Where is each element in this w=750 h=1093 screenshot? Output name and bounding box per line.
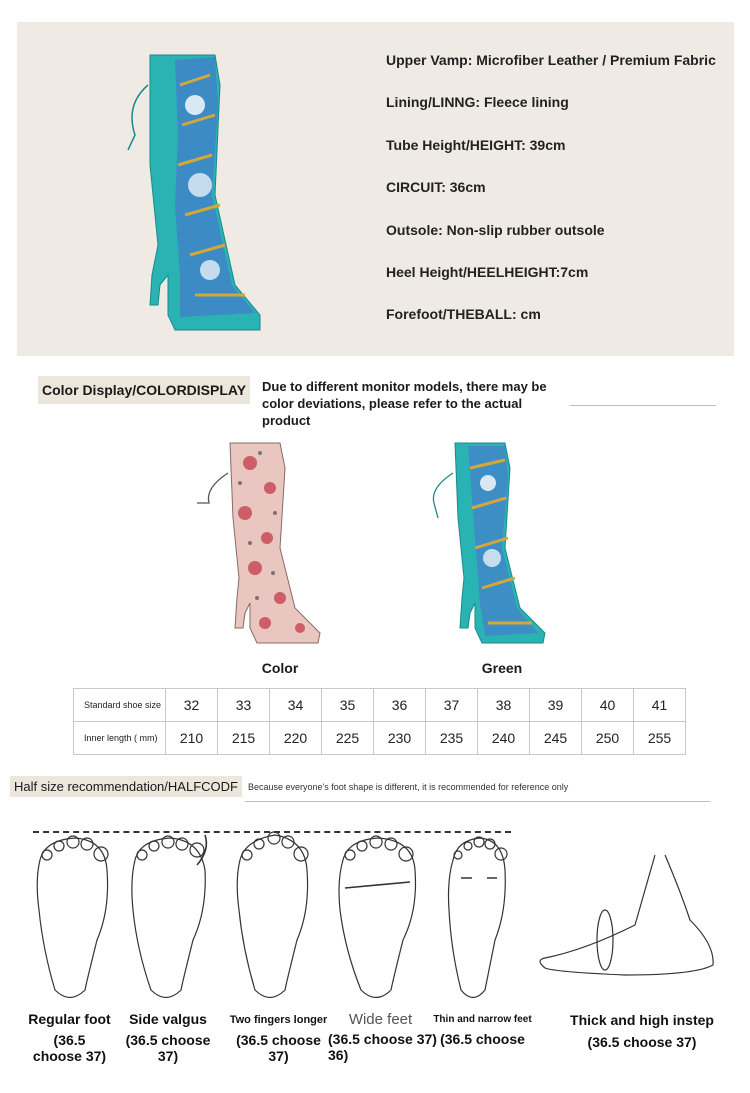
- teal-boot-image: [120, 45, 280, 345]
- foot-advice: (36.5 choose: [125, 1032, 211, 1048]
- size-cell: 36: [374, 689, 426, 722]
- size-cell: 39: [530, 689, 582, 722]
- length-cell: 235: [426, 722, 478, 755]
- foot-advice: choose 37): [32, 1048, 107, 1064]
- size-cell: 34: [270, 689, 322, 722]
- size-cell: 35: [322, 689, 374, 722]
- foot-advice: (36.5 choose 37): [328, 1031, 437, 1047]
- note-line-2: color deviations, please refer to the actual: [262, 396, 523, 411]
- half-size-label: Half size recommendation/HALFCODF: [10, 776, 242, 797]
- divider: [570, 405, 716, 406]
- size-cell: 38: [478, 689, 530, 722]
- length-cell: 225: [322, 722, 374, 755]
- foot-name: Wide feet: [348, 1011, 413, 1028]
- foot-label-regular: [22, 1011, 117, 1064]
- length-cell: 250: [582, 722, 634, 755]
- spec-lining: Lining/LINNG: Fleece lining: [386, 94, 569, 110]
- foot-label-side-valgus: [118, 1011, 218, 1064]
- length-cell: 255: [634, 722, 686, 755]
- green-option-label: Green: [481, 660, 523, 676]
- note-line-3: product: [262, 413, 311, 428]
- foot-label-two-fingers: [226, 1014, 331, 1064]
- half-size-note: Because everyone's foot shape is different, it is recommended for reference only: [248, 782, 569, 792]
- color-display-label: Color Display/COLORDISPLAY: [38, 376, 250, 404]
- divider: [245, 801, 710, 802]
- spec-outsole: Outsole: Non-slip rubber outsole: [386, 222, 605, 238]
- foot-name: Thick and high instep: [570, 1012, 714, 1028]
- foot-name: Regular foot: [28, 1011, 111, 1027]
- length-cell: 230: [374, 722, 426, 755]
- foot-advice: (36.5 choose 37): [587, 1034, 697, 1050]
- size-cell: 37: [426, 689, 478, 722]
- size-cell: 41: [634, 689, 686, 722]
- spec-tube-height: Tube Height/HEIGHT: 39cm: [386, 137, 566, 153]
- foot-advice: (36.5: [53, 1032, 86, 1048]
- row-header-inner-length: Inner length ( mm): [74, 722, 166, 755]
- foot-advice: (36.5 choose: [236, 1032, 321, 1048]
- foot-advice: 37): [157, 1048, 179, 1064]
- length-cell: 245: [530, 722, 582, 755]
- foot-shapes-illustration: [25, 830, 725, 1005]
- foot-label-narrow: [430, 1014, 535, 1047]
- length-cell: 240: [478, 722, 530, 755]
- foot-advice: (36.5 choose: [440, 1031, 525, 1047]
- length-cell: 215: [218, 722, 270, 755]
- foot-advice: 36): [328, 1047, 349, 1063]
- spec-forefoot: Forefoot/THEBALL: cm: [386, 306, 541, 322]
- foot-label-high-instep: [562, 1012, 722, 1050]
- color-deviation-note: [262, 378, 547, 429]
- size-cell: 33: [218, 689, 270, 722]
- length-cell: 210: [166, 722, 218, 755]
- color-option-label: Color: [261, 660, 299, 676]
- foot-label-wide: [328, 1011, 443, 1063]
- spec-heel-height: Heel Height/HEELHEIGHT:7cm: [386, 264, 589, 280]
- spec-upper-vamp: Upper Vamp: Microfiber Leather / Premium Fabric: [386, 52, 716, 68]
- row-header-standard-size: Standard shoe size: [74, 689, 166, 722]
- floral-boot-image: [195, 438, 325, 648]
- table-row-inner-length: [74, 722, 686, 755]
- foot-advice: 37): [268, 1048, 289, 1064]
- note-line-1: Due to different monitor models, there may be: [262, 379, 547, 394]
- size-cell: 32: [166, 689, 218, 722]
- size-table: [73, 688, 686, 755]
- table-row-standard-size: [74, 689, 686, 722]
- size-cell: 40: [582, 689, 634, 722]
- spec-circuit: CIRCUIT: 36cm: [386, 179, 486, 195]
- foot-name: Side valgus: [129, 1011, 207, 1027]
- length-cell: 220: [270, 722, 322, 755]
- green-boot-image: [420, 438, 550, 648]
- foot-name: Thin and narrow feet: [433, 1014, 532, 1025]
- foot-name: Two fingers longer: [229, 1014, 328, 1026]
